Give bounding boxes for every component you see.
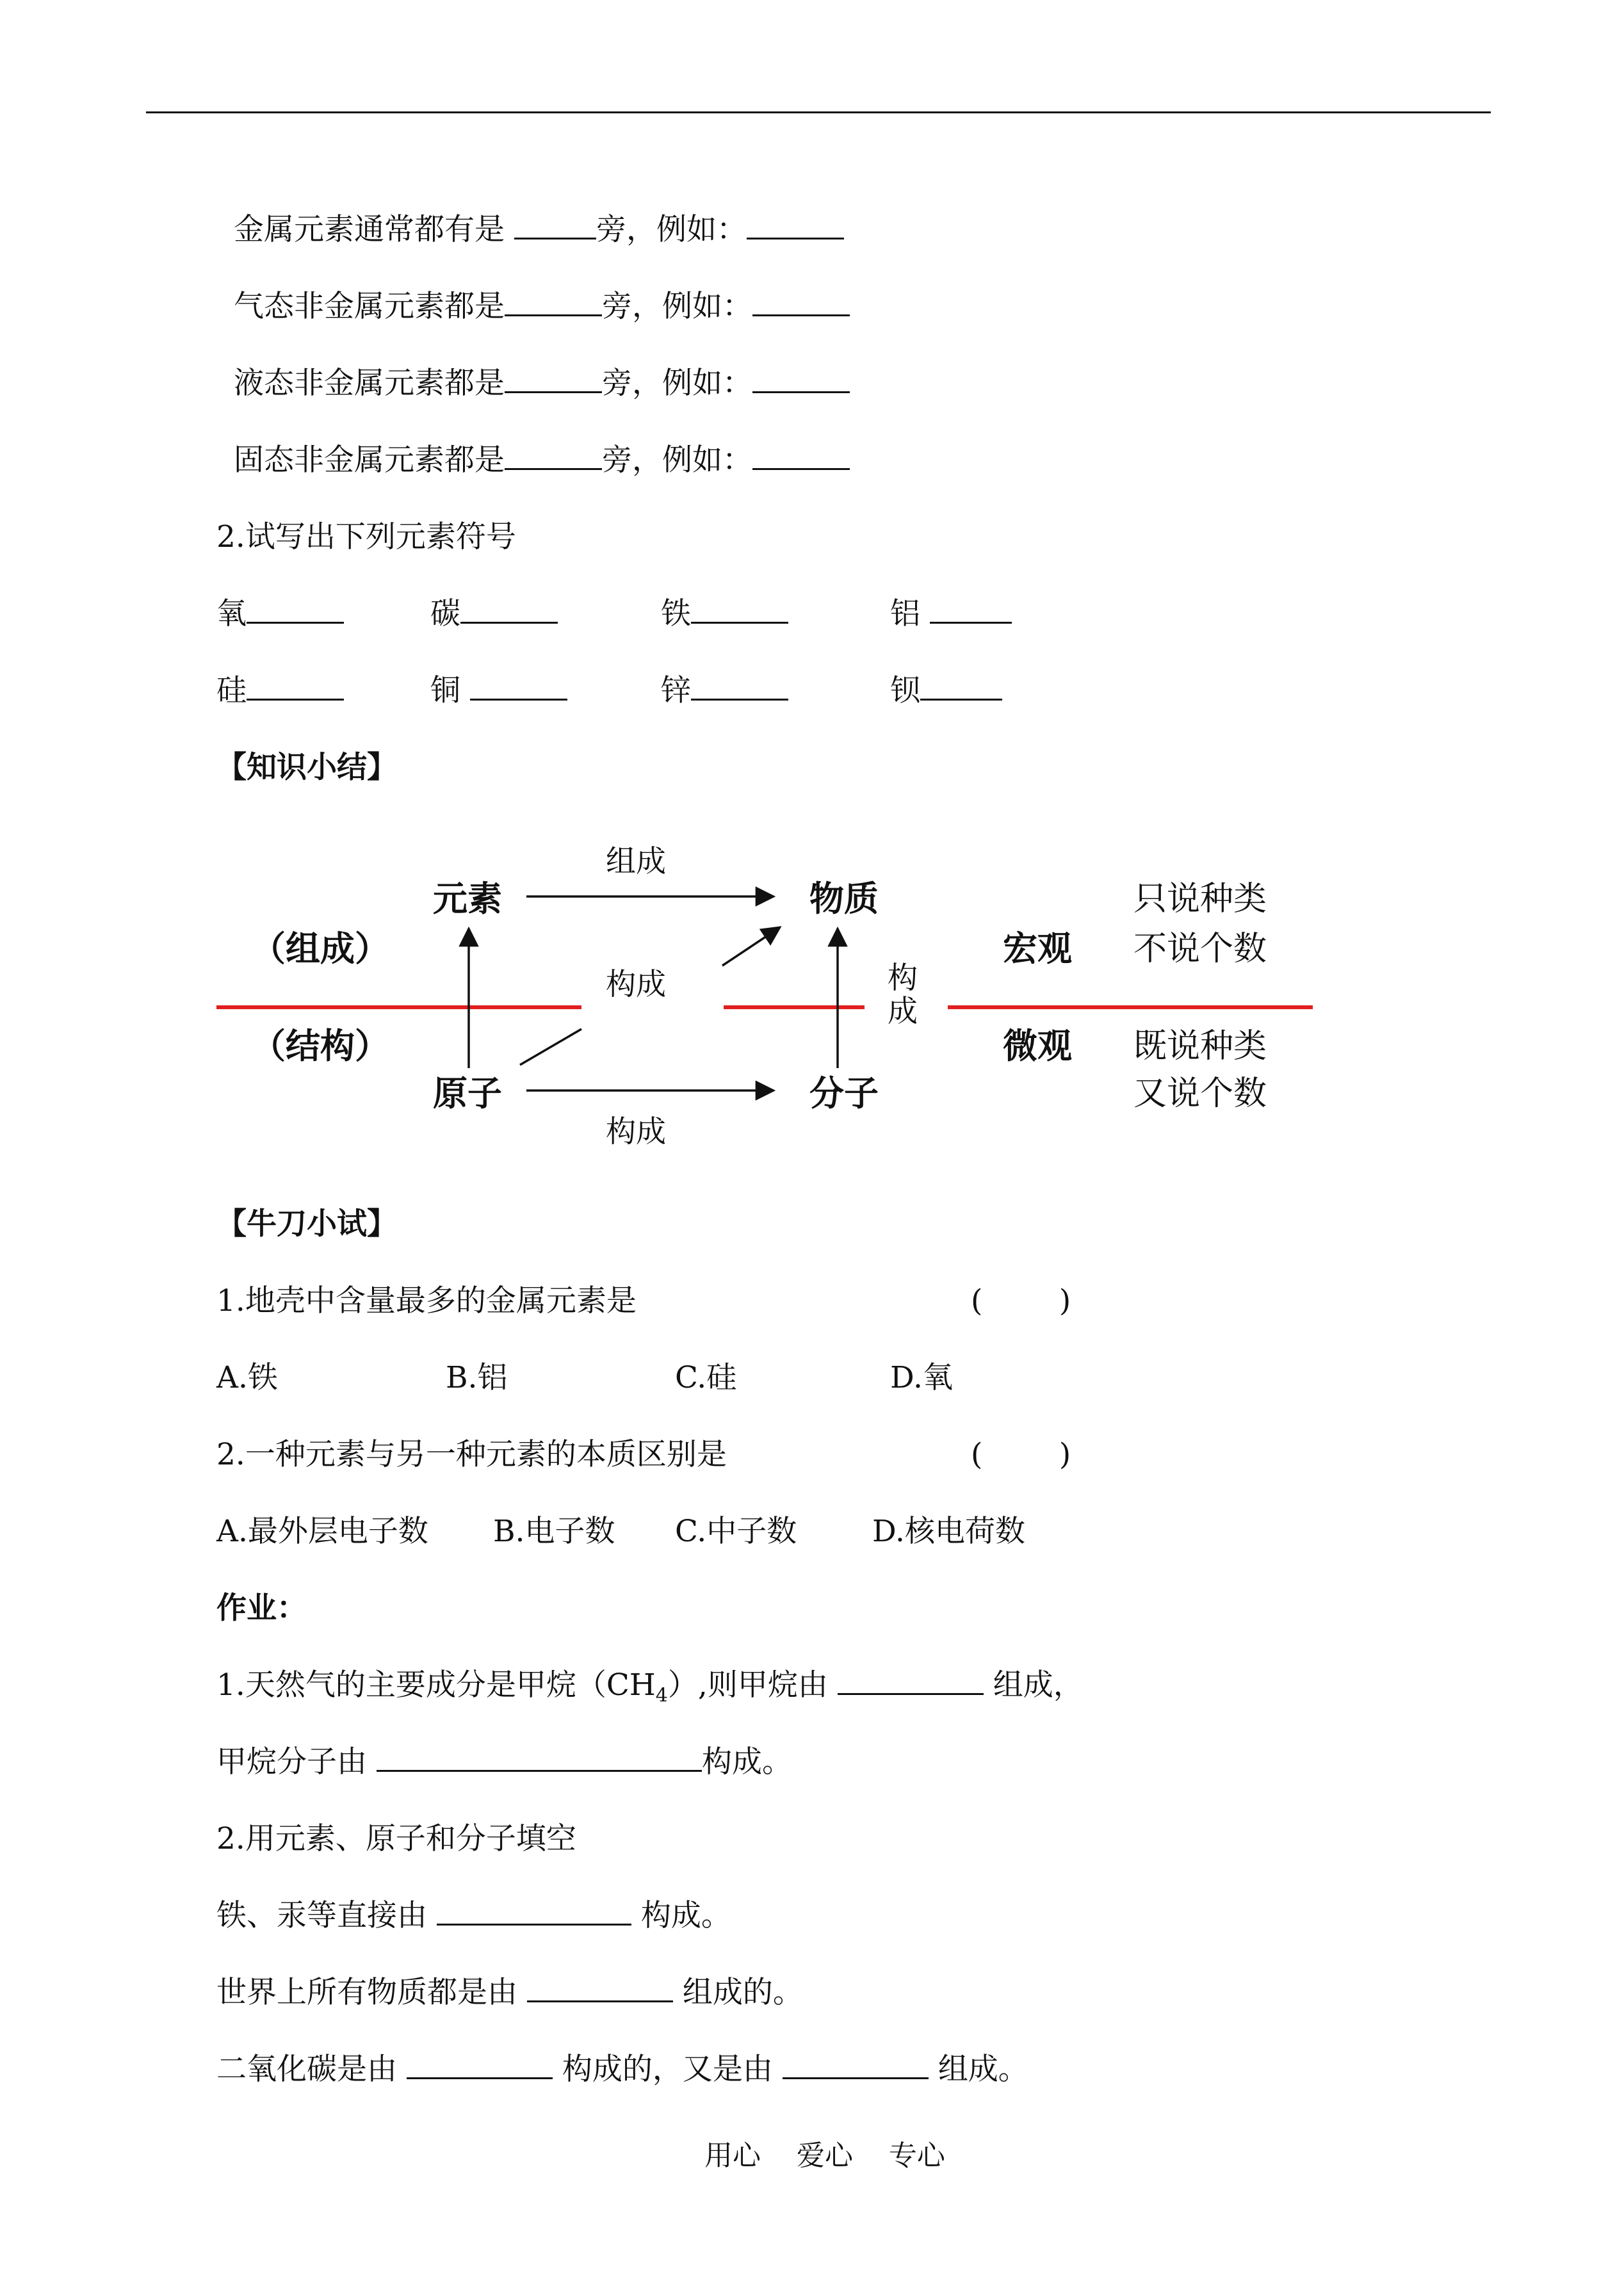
test-heading: 【牛刀小试】 bbox=[216, 1206, 397, 1242]
homework-heading: 作业： bbox=[216, 1591, 307, 1626]
diagonal-upper bbox=[722, 927, 780, 966]
homework-1b: 甲烷分子由 构成。 bbox=[216, 1744, 792, 1780]
label-construct-vertical-2: 成 bbox=[888, 994, 918, 1029]
option-a[interactable]: A.铁 bbox=[216, 1360, 278, 1395]
option-a[interactable]: A.最外层电子数 bbox=[216, 1514, 428, 1549]
label-compose: 组成 bbox=[606, 844, 666, 879]
test-question-2-answer[interactable]: ( ) bbox=[971, 1437, 1071, 1472]
symbol-cu: 铜 bbox=[430, 670, 567, 711]
symbol-zn: 锌 bbox=[661, 670, 788, 711]
homework-2b: 世界上所有物质都是由 组成的。 bbox=[216, 1975, 803, 2010]
test-question-2: 2.一种元素与另一种元素的本质区别是 bbox=[216, 1437, 727, 1472]
macro-desc-2: 不说个数 bbox=[1133, 930, 1267, 968]
blank[interactable] bbox=[437, 1898, 631, 1926]
node-element: 元素 bbox=[433, 879, 502, 919]
node-substance: 物质 bbox=[809, 879, 879, 919]
blank[interactable] bbox=[838, 1667, 984, 1695]
option-c[interactable]: C.中子数 bbox=[675, 1514, 797, 1549]
line-solid: 固态非金属元素都是 旁，例如： bbox=[234, 440, 850, 481]
symbol-ba: 钡 bbox=[890, 670, 1002, 711]
label-composition: （组成） bbox=[251, 929, 389, 969]
label-construct-middle: 构成 bbox=[606, 967, 666, 1002]
homework-2c: 二氧化碳是由 构成的，又是由 组成。 bbox=[216, 2052, 1028, 2087]
homework-1: 1.天然气的主要成分是甲烷$(CH_4)$,则甲烷由 组成， bbox=[216, 1667, 1084, 1707]
line-liquid: 液态非金属元素都是 旁，例如： bbox=[234, 363, 850, 404]
blank[interactable] bbox=[783, 2052, 929, 2079]
blank[interactable] bbox=[527, 1975, 673, 2002]
option-d[interactable]: D.核电荷数 bbox=[872, 1514, 1025, 1549]
label-micro: 微观 bbox=[1003, 1026, 1072, 1066]
line-metal: 金属元素通常都有是 旁，例如： bbox=[234, 209, 844, 250]
homework-2-title: 2.用元素、原子和分子填空 bbox=[216, 1821, 576, 1856]
symbol-al: 铝 bbox=[890, 594, 1012, 635]
macro-desc-1: 只说种类 bbox=[1133, 880, 1267, 918]
option-c[interactable]: C.硅 bbox=[675, 1360, 737, 1395]
label-construct-bottom: 构成 bbox=[606, 1114, 666, 1149]
test-question-1-answer[interactable]: ( ) bbox=[971, 1283, 1071, 1318]
line-gas: 气态非金属元素都是 旁，例如： bbox=[234, 286, 850, 327]
micro-desc-1: 既说种类 bbox=[1133, 1027, 1267, 1066]
symbol-o: 氧 bbox=[216, 594, 344, 635]
homework-2a: 铁、汞等直接由 构成。 bbox=[216, 1898, 731, 1933]
option-b[interactable]: B.电子数 bbox=[493, 1514, 615, 1549]
label-structure: （结构） bbox=[251, 1026, 389, 1066]
blank[interactable] bbox=[407, 2052, 553, 2079]
test-question-1: 1.地壳中含量最多的金属元素是 bbox=[216, 1283, 637, 1318]
page-footer: 用心 爱心 专心 bbox=[704, 2139, 945, 2172]
node-molecule: 分子 bbox=[809, 1073, 879, 1114]
blank[interactable] bbox=[377, 1744, 702, 1772]
micro-desc-2: 又说个数 bbox=[1133, 1075, 1267, 1113]
label-macro: 宏观 bbox=[1003, 929, 1072, 969]
diagonal-lower bbox=[520, 1029, 581, 1065]
symbol-si: 硅 bbox=[216, 670, 344, 711]
option-b[interactable]: B.铝 bbox=[446, 1360, 508, 1395]
symbol-c: 碳 bbox=[430, 594, 558, 635]
symbol-fe: 铁 bbox=[661, 594, 788, 635]
option-d[interactable]: D.氧 bbox=[890, 1360, 953, 1395]
summary-heading: 【知识小结】 bbox=[216, 750, 397, 785]
label-construct-vertical-1: 构 bbox=[888, 961, 918, 996]
question-2-title: 2.试写出下列元素符号 bbox=[216, 519, 516, 555]
node-atom: 原子 bbox=[433, 1073, 502, 1114]
